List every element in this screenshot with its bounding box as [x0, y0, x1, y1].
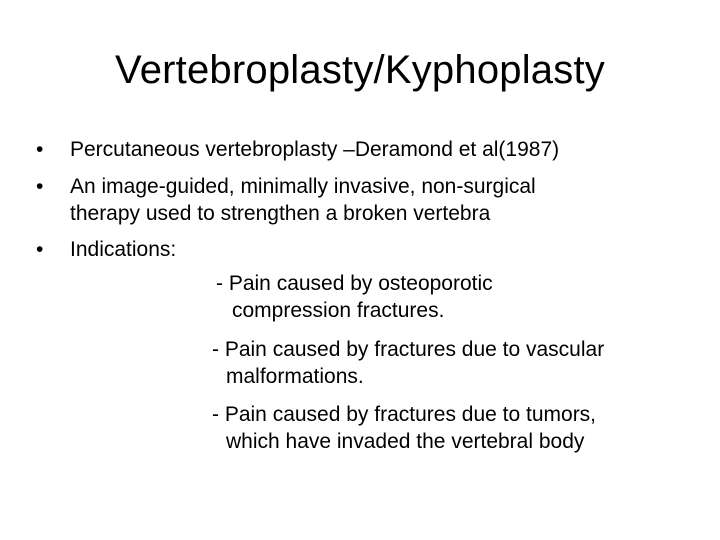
- indication-line: - Pain caused by osteoporotic: [216, 272, 493, 295]
- indication-line: - Pain caused by fractures due to tumors,: [212, 403, 597, 426]
- slide-title: Vertebroplasty/Kyphoplasty: [115, 48, 605, 92]
- bullet-text: Indications:: [70, 238, 177, 261]
- indication-line: which have invaded the vertebral body: [226, 430, 585, 453]
- bullet-text: Percutaneous vertebroplasty –Deramond et al(1987): [70, 138, 560, 161]
- indication-line: - Pain caused by fractures due to vascular: [212, 338, 605, 361]
- indication-line: compression fractures.: [232, 299, 445, 322]
- bullet-icon: •: [36, 238, 44, 261]
- indication-item: [212, 401, 596, 455]
- bullet-icon: •: [36, 138, 44, 161]
- indication-line: malformations.: [226, 365, 364, 388]
- bullet-icon: •: [36, 175, 44, 198]
- indication-item: [216, 270, 493, 324]
- indication-item: [212, 336, 604, 390]
- bullet-text: An image-guided, minimally invasive, non-surgical: [70, 175, 536, 198]
- bullet-text: therapy used to strengthen a broken vertebra: [70, 202, 491, 225]
